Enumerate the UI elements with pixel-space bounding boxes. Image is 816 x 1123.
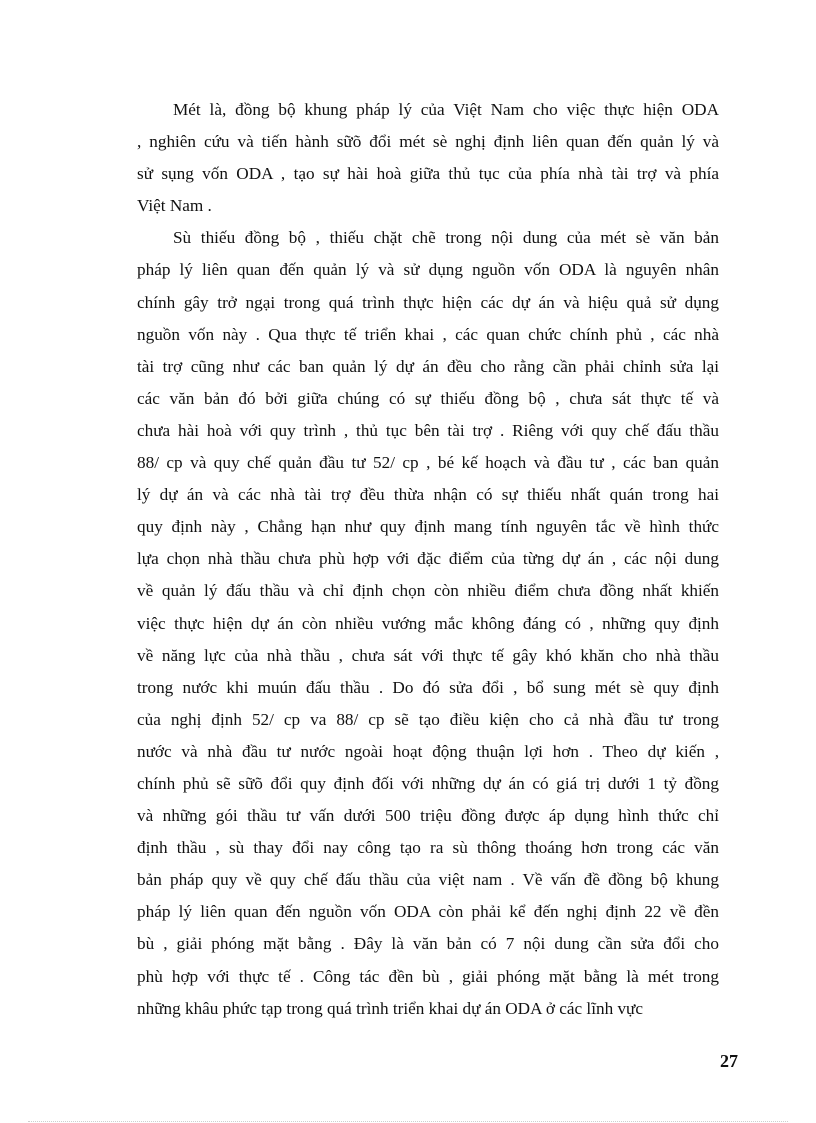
page-number: 27 xyxy=(720,1051,738,1071)
text-line: Việt Nam . xyxy=(137,196,212,216)
text-line: , nghiên cứu và tiến hành sữõ đổi mét sè nghị định liên quan đến quản lý và xyxy=(137,132,719,152)
page-bottom-divider xyxy=(28,1121,788,1122)
text-line: Sù thiếu đồng bộ , thiếu chặt chẽ trong nội dung của mét sè văn bản xyxy=(173,228,719,248)
text-line: định thầu , sù thay đổi nay công tạo ra sù thông thoáng hơn trong các văn xyxy=(137,838,719,858)
text-line: chính phủ sẽ sữõ đổi quy định đối với những dự án có giá trị dưới 1 tỷ đồng xyxy=(137,773,719,793)
text-line: Mét là, đồng bộ khung pháp lý của Việt Nam cho việc thực hiện ODA xyxy=(173,100,719,119)
text-line: bù , giải phóng mặt bằng . Đây là văn bản có 7 nội dung cần sửa đổi cho xyxy=(137,934,719,954)
text-line: chưa hài hoà với quy trình , thủ tục bên tài trợ . Riêng với quy chế đấu thầu xyxy=(137,420,719,440)
text-line: tài trợ cũng như các ban quản lý dự án đều cho rằng cần phải chỉnh sửa lại xyxy=(137,356,719,376)
text-line: về năng lực của nhà thầu , chưa sát với thực tế gây khó khăn cho nhà thầu xyxy=(137,645,719,665)
text-line: pháp lý liên quan đến quản lý và sử dụng nguồn vốn ODA là nguyên nhân xyxy=(137,260,719,280)
text-line: chính gây trở ngại trong quá trình thực hiện các dự án và hiệu quả sử dụng xyxy=(137,292,719,312)
text-line: phù hợp với thực tế . Công tác đền bù , giải phóng mặt bằng là mét trong xyxy=(137,966,719,986)
text-line: việc thực hiện dự án còn nhiều vướng mắc không đáng có , những quy định xyxy=(137,613,719,633)
text-line: của nghị định 52/ cp va 88/ cp sẽ tạo điều kiện cho cả nhà đầu tư trong xyxy=(137,709,719,729)
text-line: các văn bản đó bởi giữa chúng có sự thiếu đồng bộ , chưa sát thực tế và xyxy=(137,388,719,408)
text-line: sử sụng vốn ODA , tạo sự hài hoà giữa thủ tục của phía nhà tài trợ và phía xyxy=(137,164,719,184)
text-line: pháp lý liên quan đến nguồn vốn ODA còn phải kể đến nghị định 22 về đền xyxy=(137,902,719,922)
text-line: nguồn vốn này . Qua thực tế triển khai , các quan chức chính phủ , các nhà xyxy=(137,324,719,344)
text-line: lý dự án và các nhà tài trợ đều thừa nhận có sự thiếu nhất quán trong hai xyxy=(137,485,719,505)
text-line: và những gói thầu tư vấn dưới 500 triệu đồng được áp dụng hình thức chỉ xyxy=(137,806,719,826)
text-line: trong nước khi muún đấu thầu . Do đó sửa đổi , bổ sung mét sè quy định xyxy=(137,677,719,697)
text-line: nước và nhà đầu tư nước ngoài hoạt động thuận lợi hơn . Theo dự kiến , xyxy=(137,741,719,761)
body-text xyxy=(137,94,719,1025)
text-line: lựa chọn nhà thầu chưa phù hợp với đặc điểm của từng dự án , các nội dung xyxy=(137,549,719,569)
text-line: 88/ cp và quy chế quản đầu tư 52/ cp , bé kế hoạch và đầu tư , các ban quản xyxy=(137,453,719,473)
text-line: bản pháp quy về quy chế đấu thầu của việt nam . Về vấn đề đồng bộ khung xyxy=(137,870,719,890)
text-line: về quản lý đấu thầu và chỉ định chọn còn nhiều điểm chưa đồng nhất khiến xyxy=(137,581,719,601)
text-line: quy định này , Chẳng hạn như quy định mang tính nguyên tắc về hình thức xyxy=(137,517,719,537)
text-line: những khâu phức tạp trong quá trình triển khai dự án ODA ở các lĩnh vực xyxy=(137,998,643,1018)
